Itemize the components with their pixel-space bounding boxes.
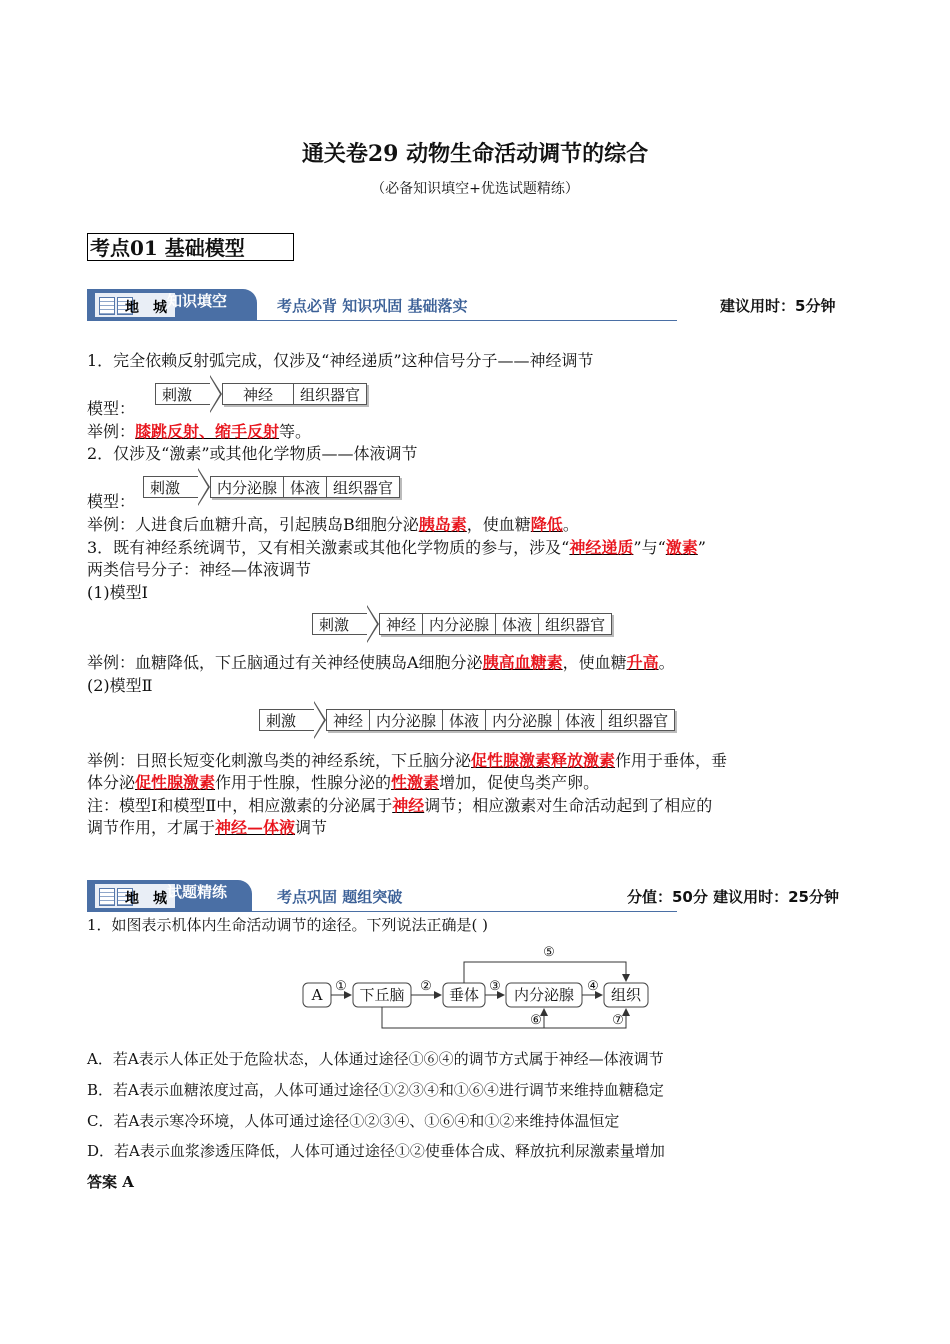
- para-2: 2．仅涉及“激素”或其他化学物质——体液调节: [87, 444, 418, 463]
- chain-node: 体液: [442, 709, 486, 731]
- path-2-label: ②: [420, 979, 432, 994]
- chain-node: 刺激: [155, 383, 210, 405]
- model-label: 模型：: [87, 399, 136, 418]
- chain-node: 组织器官: [293, 383, 367, 405]
- node-endocrine-label: 内分泌腺: [513, 986, 575, 1004]
- chain-node: 内分泌腺: [422, 613, 496, 635]
- answer: 答案 A: [87, 1173, 134, 1191]
- para-3-line2: 两类信号分子：神经—体液调节: [87, 560, 312, 579]
- model-chain-2: [143, 476, 400, 498]
- path-1-label: ①: [335, 979, 347, 994]
- para-3: 3．既有神经系统调节，又有相关激素或其他化学物质的参与，涉及“神经递质”与“激素”: [87, 538, 706, 557]
- chain-node: 组织器官: [538, 613, 612, 635]
- model-2-label: (2)模型Ⅱ: [87, 676, 153, 695]
- example-2: 举例：人进食后血糖升高，引起胰岛B细胞分泌胰岛素，使血糖降低。: [87, 515, 579, 534]
- chain-node: 刺激: [259, 709, 314, 731]
- banner-label: 试题精练: [167, 883, 228, 901]
- chain-node: 体液: [495, 613, 539, 635]
- pathway-diagram: [295, 940, 665, 1035]
- node-tissue-label: 组织: [610, 986, 642, 1004]
- banner-middle: 考点巩固 题组突破: [277, 888, 403, 906]
- banner-label: 知识填空: [167, 292, 228, 310]
- path-4-label: ④: [587, 979, 599, 994]
- banner-tab: [87, 880, 252, 912]
- node-A-label: A: [311, 986, 323, 1004]
- section-heading: 考点01 基础模型: [87, 233, 294, 261]
- chain-node: 内分泌腺: [369, 709, 443, 731]
- option-C: C．若A表示寒冷环境，人体可通过途径①②③④、①⑥④和①②来维持体温恒定: [87, 1112, 620, 1130]
- chain-node: 神经: [222, 383, 294, 405]
- banner-time: 建议用时：5分钟: [720, 297, 836, 315]
- model-chain-3: [312, 613, 612, 635]
- example-4-line1: 举例：日照长短变化刺激鸟类的神经系统，下丘脑分泌促性腺激素释放激素作用于垂体，垂: [87, 751, 728, 770]
- path-5-label: ⑤: [543, 945, 555, 960]
- para-1: 1．完全依赖反射弧完成，仅涉及“神经递质”这种信号分子——神经调节: [87, 351, 594, 370]
- chain-node: 刺激: [143, 476, 198, 498]
- page-subtitle: （必备知识填空+优选试题精练）: [371, 181, 579, 197]
- chain-node: 组织器官: [326, 476, 400, 498]
- chain-node: 体液: [558, 709, 602, 731]
- chain-node: 内分泌腺: [485, 709, 559, 731]
- banner-tab: [87, 289, 257, 321]
- page-title: 通关卷29 动物生命活动调节的综合: [301, 141, 649, 167]
- chain-node: 神经: [379, 613, 423, 635]
- node-pituitary-label: 垂体: [448, 986, 480, 1004]
- note-line2: 调节作用，才属于神经—体液调节: [87, 818, 328, 837]
- banner-middle: 考点必背 知识巩固 基础落实: [277, 297, 468, 315]
- option-D: D．若A表示血浆渗透压降低，人体可通过途径①②使垂体合成、释放抗利尿激素量增加: [87, 1142, 665, 1160]
- banner-seal: 地城: [125, 891, 181, 907]
- example-4-line2: 体分泌促性腺激素作用于性腺，性腺分泌的性激素增加，促使鸟类产卵。: [87, 773, 600, 792]
- option-B: B．若A表示血糖浓度过高，人体可通过途径①②③④和①⑥④进行调节来维持血糖稳定: [87, 1081, 664, 1099]
- chain-node: 神经: [326, 709, 370, 731]
- example-3: 举例：血糖降低，下丘脑通过有关神经使胰岛A细胞分泌胰高血糖素，使血糖升高。: [87, 653, 675, 672]
- banner-score-time: 分值：50分 建议用时：25分钟: [627, 888, 839, 906]
- chain-node: 体液: [283, 476, 327, 498]
- model-1-label: (1)模型Ⅰ: [87, 583, 148, 602]
- chain-node: 内分泌腺: [210, 476, 284, 498]
- model-chain-4: [259, 709, 675, 731]
- path-6-label: ⑥: [530, 1013, 542, 1028]
- node-hypothalamus-label: 下丘脑: [359, 986, 405, 1004]
- example-1: 举例：膝跳反射、缩手反射等。: [87, 422, 312, 441]
- model-chain-1: [155, 383, 367, 405]
- banner-seal: 地城: [125, 300, 181, 316]
- path-3-label: ③: [489, 979, 501, 994]
- note-line1: 注：模型Ⅰ和模型Ⅱ中，相应激素的分泌属于神经调节；相应激素对生命活动起到了相应的: [87, 796, 713, 815]
- option-A: A．若A表示人体正处于危险状态，人体通过途径①⑥④的调节方式属于神经—体液调节: [87, 1050, 664, 1068]
- chain-node: 刺激: [312, 613, 367, 635]
- chain-node: 组织器官: [601, 709, 675, 731]
- model-label: 模型：: [87, 492, 136, 511]
- question-stem: 1．如图表示机体内生命活动调节的途径。下列说法正确是( ): [87, 916, 489, 934]
- path-7-label: ⑦: [612, 1013, 624, 1028]
